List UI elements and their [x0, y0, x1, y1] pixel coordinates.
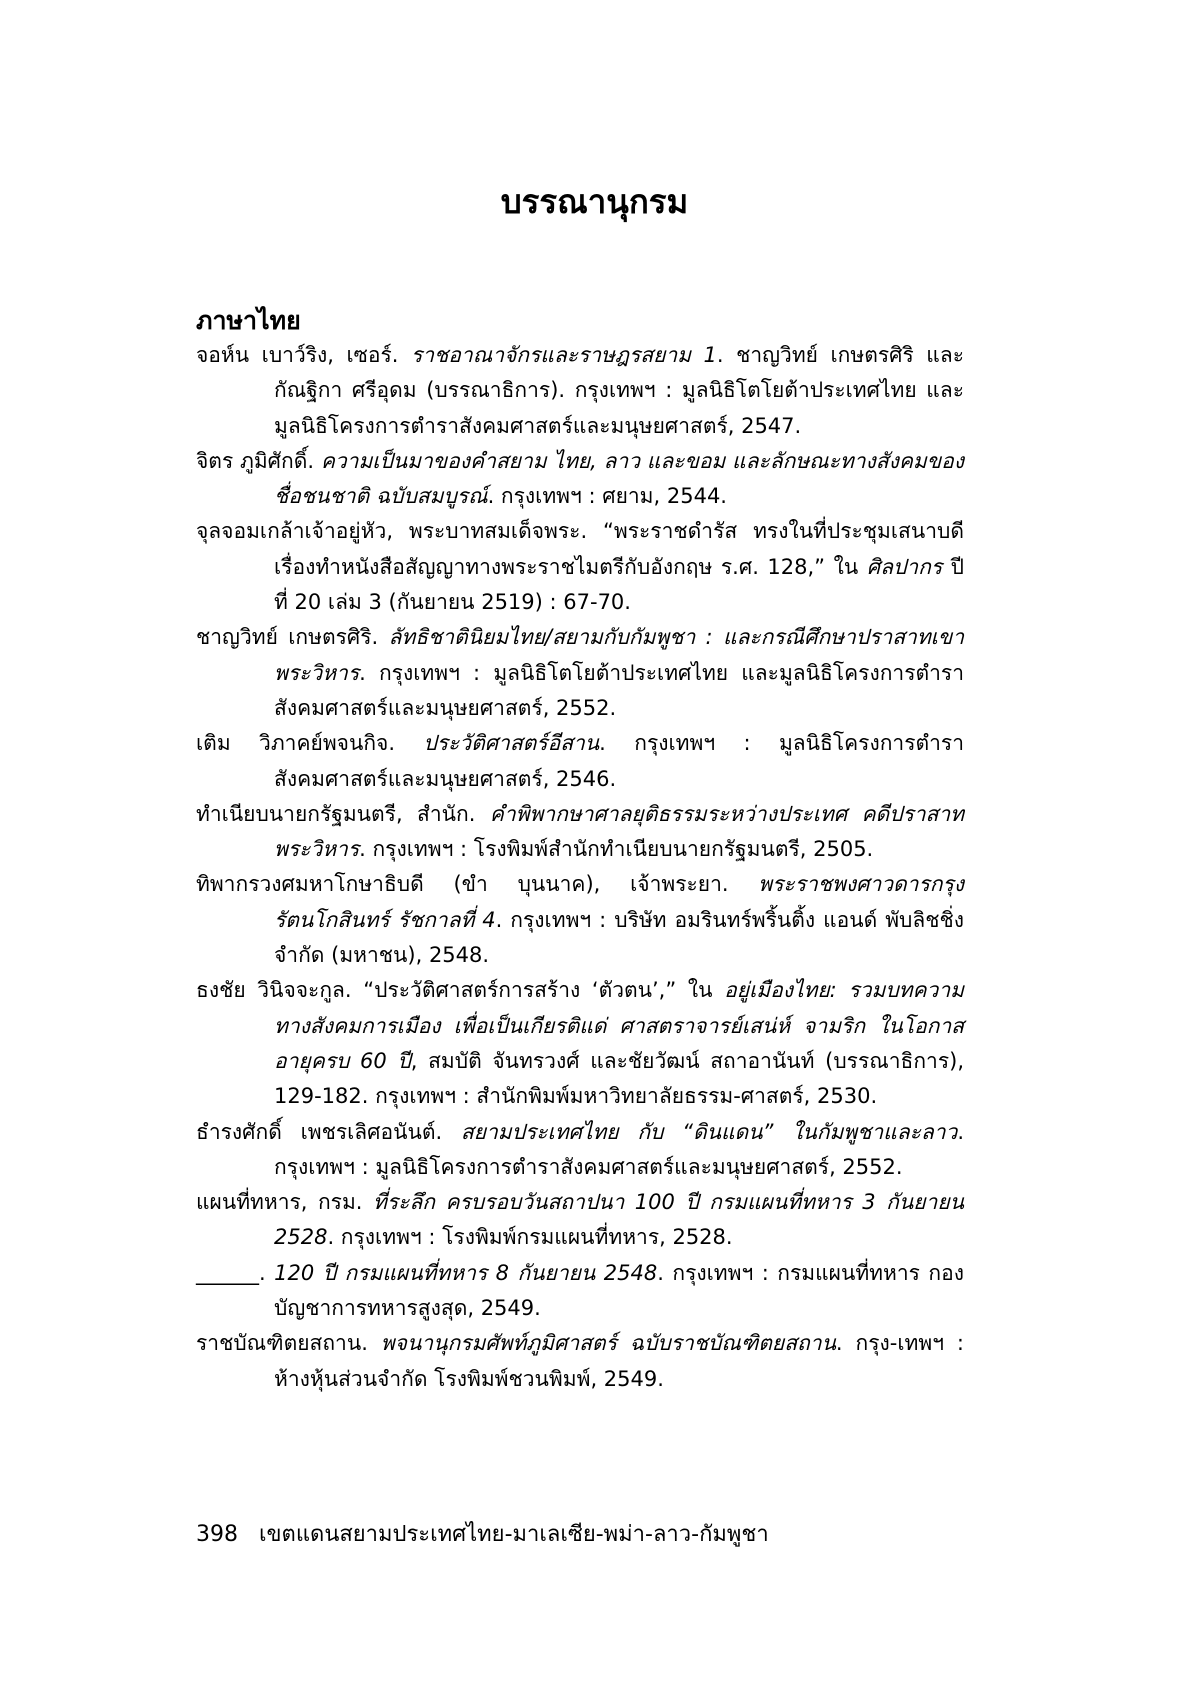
entry-details: ปีที่ 20 เล่ม 3 (กันยายน 2519) : 67-70.: [274, 554, 964, 615]
bibliography-entry: [196, 1326, 964, 1397]
entry-details: . กรุงเทพฯ : โรงพิมพ์กรมแผนที่ทหาร, 2528.: [327, 1225, 733, 1250]
entry-details: . กรุงเทพฯ : โรงพิมพ์สำนักทำเนียบนายกรัฐมนตรี, 2505.: [359, 837, 874, 862]
section-heading: ภาษาไทย: [196, 306, 301, 335]
entry-title: ที่ระลึก ครบรอบวันสถาปนา 100 ปี กรมแผนที่ทหาร 3 กันยายน 2528: [274, 1190, 964, 1250]
entry-details: . ชาญวิทย์ เกษตรศิริ และ กัณฐิกา ศรีอุดม (บรรณาธิการ). กรุงเทพฯ : มูลนิธิโตโยต้าประเทศไทย และมูลนิธิโครงการตำราสังคมศาสตร์และมนุษยศาสตร์, 2547.: [274, 343, 964, 438]
entry-author: ______.: [196, 1260, 275, 1285]
entry-author: ราชบัณฑิตยสถาน.: [196, 1331, 381, 1356]
entry-details: . กรุงเทพฯ : ศยาม, 2544.: [487, 484, 727, 509]
entry-author: แผนที่ทหาร, กรม.: [196, 1190, 373, 1215]
bibliography-entry: [196, 1185, 964, 1256]
entry-details: . กรุงเทพฯ : มูลนิธิโตโยต้าประเทศไทย และมูลนิธิโครงการตำราสังคมศาสตร์และมนุษยศาสตร์, 2552.: [274, 660, 964, 720]
bibliography-entry: [196, 514, 964, 620]
entry-author: ธงชัย วินิจจะกูล. “ประวัติศาสตร์การสร้าง ‘ตัวตน’,” ใน: [196, 978, 725, 1003]
bibliography-entry: [196, 797, 964, 868]
bibliography-entry: [196, 973, 964, 1114]
bibliography-entry: [196, 444, 964, 515]
bibliography-entry: [196, 1256, 964, 1327]
entry-title: คำพิพากษาศาลยุติธรรมระหว่างประเทศ คดีปราสาทพระวิหาร: [274, 801, 964, 862]
entry-title: 120 ปี กรมแผนที่ทหาร 8 กันยายน 2548: [274, 1260, 658, 1285]
entry-details: . กรุง-เทพฯ : ห้างหุ้นส่วนจำกัด โรงพิมพ์ชวนพิมพ์, 2549.: [274, 1331, 964, 1391]
bibliography-entry: [196, 620, 964, 726]
bibliography-entry: [196, 726, 964, 797]
entry-author: จิตร ภูมิศักดิ์.: [196, 448, 321, 473]
entry-title: พระราชพงศาวดารกรุงรัตนโกสินทร์ รัชกาลที่ 4: [274, 872, 964, 932]
page-number: 398: [196, 1522, 238, 1547]
entry-author: จุลจอมเกล้าเจ้าอยู่หัว, พระบาทสมเด็จพระ. “พระราชดำรัส ทรงในที่ประชุมเสนาบดีเรื่องทำหนังสือสัญญาทางพระราชไมตรีกับอังกฤษ ร.ศ. 128,” ใน: [196, 519, 964, 579]
entry-title: ราชอาณาจักรและราษฎรสยาม 1: [410, 343, 717, 367]
entry-title: ลัทธิชาตินิยมไทย/สยามกับกัมพูชา : และกรณีศึกษาปราสาทเขาพระวิหาร: [274, 625, 964, 685]
page-footer: [196, 1518, 996, 1552]
entry-author: เติม วิภาคย์พจนกิจ.: [196, 731, 424, 756]
entry-title: ประวัติศาสตร์อีสาน: [423, 731, 600, 756]
entry-author: จอห์น เบาว์ริง, เซอร์.: [196, 343, 411, 367]
entry-title: ศิลปากร: [866, 554, 943, 579]
entry-title: อยู่เมืองไทย: รวมบทความทางสังคมการเมือง เพื่อเป็นเกียรติแด่ ศาสตราจารย์เสน่ห์ จามริก ในโอกาสอายุครบ 60 ปี: [274, 978, 964, 1073]
entry-author: ทิพากรวงศมหาโกษาธิบดี (ขำ บุนนาค), เจ้าพระยา.: [196, 872, 759, 897]
entry-details: . กรุงเทพฯ : มูลนิธิโครงการตำราสังคมศาสตร์และมนุษยศาสตร์, 2546.: [274, 731, 964, 791]
entry-title: สยามประเทศไทย กับ “ดินแดน” ในกัมพูชาและลาว: [460, 1119, 958, 1144]
entry-details: , สมบัติ จันทรวงศ์ และชัยวัฒน์ สถาอานันท์ (บรรณาธิการ), 129-182. กรุงเทพฯ : สำนักพิมพ์มหาวิทยาลัยธรรม-ศาสตร์, 2530.: [274, 1048, 964, 1109]
entry-author: ธำรงศักดิ์ เพชรเลิศอนันต์.: [196, 1119, 461, 1144]
running-title: เขตแดนสยามประเทศไทย-มาเลเซีย-พม่า-ลาว-กัมพูชา: [259, 1522, 769, 1547]
entry-title: ความเป็นมาของคำสยาม ไทย, ลาว และขอม และลักษณะทางสังคมของชื่อชนชาติ ฉบับสมบูรณ์: [274, 448, 964, 509]
entry-author: ชาญวิทย์ เกษตรศิริ.: [196, 625, 389, 650]
bibliography-list: [196, 338, 964, 1397]
entry-details: . กรุงเทพฯ : บริษัท อมรินทร์พริ้นติ้ง แอนด์ พับลิชชิ่ง จำกัด (มหาชน), 2548.: [274, 907, 964, 968]
bibliography-entry: [196, 338, 964, 444]
bibliography-entry: [196, 1115, 964, 1186]
bibliography-entry: [196, 867, 964, 973]
entry-title: พจนานุกรมศัพท์ภูมิศาสตร์ ฉบับราชบัณฑิตยสถาน: [380, 1331, 836, 1356]
entry-details: . กรุงเทพฯ : มูลนิธิโครงการตำราสังคมศาสตร์และมนุษยศาสตร์, 2552.: [274, 1119, 964, 1179]
entry-details: . กรุงเทพฯ : กรมแผนที่ทหาร กองบัญชาการทหารสูงสุด, 2549.: [274, 1260, 964, 1321]
page-title: บรรณานุกรม: [500, 182, 689, 221]
entry-author: ทำเนียบนายกรัฐมนตรี, สำนัก.: [196, 801, 490, 826]
